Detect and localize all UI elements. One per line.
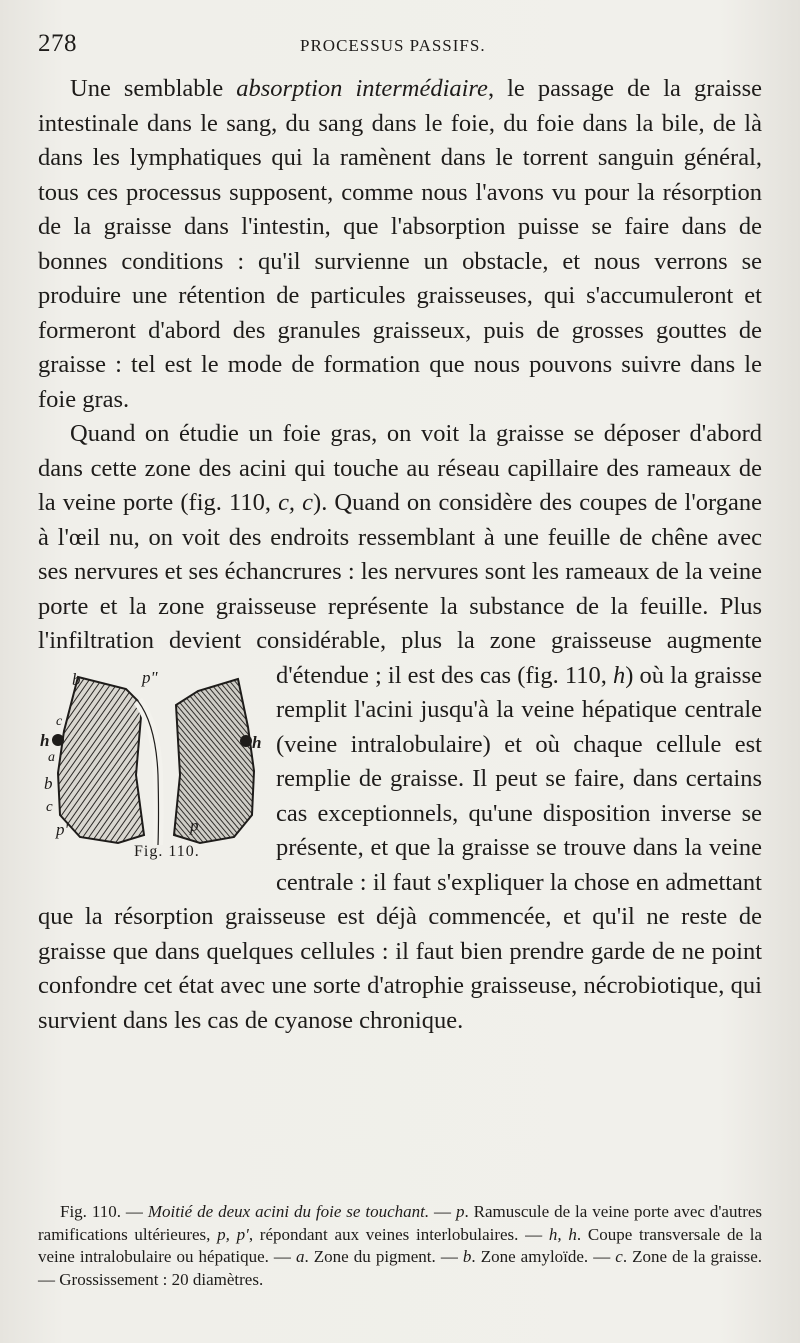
hepatic-vein-right (240, 735, 252, 747)
p2-emphasis-cc: c, c (278, 489, 314, 516)
acinus-left (58, 677, 144, 843)
label-b-top: b (72, 669, 81, 689)
page-header (38, 30, 778, 64)
p1-emphasis: absorption intermédiaire (236, 75, 488, 102)
paragraph-1 (38, 72, 762, 417)
p1-text-a: Une semblable (70, 75, 237, 102)
footnote-text-a: — (429, 1202, 456, 1221)
p2-text-a: Quand on étudie un foie gras, on voit la graisse se déposer d'abord dans cette zone des acini qui touche au réseau capillaire des rameaux de la veine porte (fig. 110, (38, 420, 762, 516)
p1-text-b: , le passage de la graisse intestinale dans le sang, du sang dans le foie, du foie dans la bile, de là dans les lymphatiques qui la ramènent dans le torrent sanguin général, tous ces processus supposent, comme nous l'avons vu pour la résorption de la graisse dans l'intestin, que l'absorption puisse se faire dans de bonnes conditions : qu'il survienne un obstacle, et nous verrons se produire une rétention de particules graisseuses, qui s'accumuleront et formeront d'abord des granules graisseux, puis de grosses gouttes de graisse : tel est le mode de formation que nous pouvons suivre dans le foie gras. (38, 75, 762, 413)
footnote-fig-ref: Fig. 110. (60, 1202, 121, 1221)
p2-text-b: ). Quand on considère des coupes de l'organe à l'œil nu, on voit des endroits ressemblant à une feuille de chêne avec ses nervures et ses échancrures : les nervures sont les rameaux de la veine porte et la zone graisseuse représente la substance de la feuille. Plus l'infiltration devient considérable, plus la zone graisseuse augmente d'étendue ; il est des cas (fig. 110, (38, 489, 762, 689)
footnote-b: b (462, 1247, 472, 1266)
label-p-double: p" (142, 667, 158, 687)
running-title: PROCESSUS PASSIFS. (300, 36, 486, 55)
p2-text-c: ) où la graisse remplit l'acini jusqu'à la veine hépatique centrale (veine intralobulaire) et où chaque cellule est remplie de graisse. Il peut se faire, dans certains cas exceptionnels, qu'une disposition inverse se présente, et que la graisse se trouve dans la veine centrale : il faut s'expliquer la chose en admettant que la résorption graisseuse est déjà commencée, et qu'il ne reste de graisse que dans quelques cellules : il faut bien prendre garde de ne point confondre cet état avec une sorte d'atrophie graisseuse, nécrobiotique, qui survient dans les cas de cyanose chronique. (38, 661, 762, 1034)
footnote-text-f: . Zone amyloïde. — (471, 1247, 616, 1266)
footnote-text-c: , répondant aux veines interlobulaires. — (248, 1224, 549, 1244)
label-c-bottom: c (46, 798, 53, 815)
figure-110 (38, 665, 264, 875)
label-p-prime: p' (56, 819, 69, 839)
paragraph-2 (38, 417, 762, 1038)
acinus-right (174, 679, 254, 843)
figure-footnote (38, 1201, 762, 1291)
footnote-title: Moitié de deux acini du foie se touchant. (147, 1202, 430, 1221)
label-b-left: b (44, 773, 53, 793)
footnote-dash: — (120, 1202, 148, 1221)
hepatic-vein-left (52, 734, 64, 746)
footnote-a: a (295, 1247, 305, 1266)
label-c-top: c (56, 713, 63, 729)
footnote-text-g: . Zone de la graisse. — Grossissement : 20 diamètres. (38, 1247, 762, 1289)
footnote-p-pprime: p, p' (217, 1224, 249, 1244)
footnote-hh: h, h (548, 1224, 577, 1244)
footnote-text-e: . Zone du pigment. — (304, 1247, 463, 1266)
footnote-text-d: . Coupe transversale de la veine intralobulaire ou hépatique. — (38, 1224, 763, 1266)
footnote-paragraph (38, 1201, 762, 1291)
label-h-right: h (252, 732, 262, 752)
label-p-bottom: p (190, 815, 199, 835)
body-text (38, 72, 762, 1038)
footnote-text-b: . Ramuscule de la veine porte avec d'autres ramifications ultérieures, (38, 1202, 763, 1244)
footnote-p: p (455, 1202, 465, 1221)
page-number: 278 (38, 30, 77, 57)
label-h-left: h (40, 730, 50, 750)
footnote-c: c (615, 1247, 623, 1266)
p2-emphasis-h: h (612, 661, 626, 689)
label-a: a (48, 749, 55, 765)
figure-caption-label: Fig. 110. (134, 842, 200, 860)
